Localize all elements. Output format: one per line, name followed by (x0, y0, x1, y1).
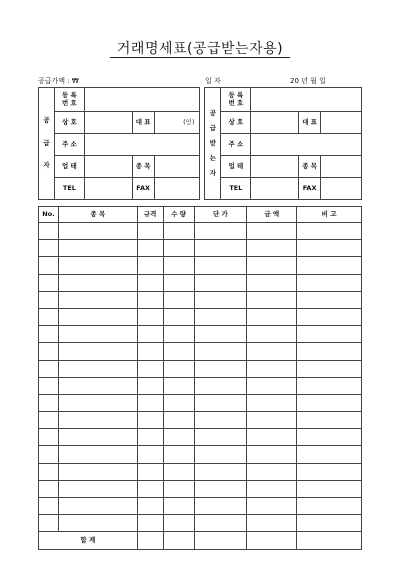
item-spec-cell[interactable] (137, 446, 163, 463)
item-amount-cell[interactable] (247, 326, 297, 343)
supplier-business-type-field[interactable] (84, 156, 132, 178)
item-spec-cell[interactable] (137, 257, 163, 274)
total-spec-cell[interactable] (137, 532, 163, 549)
supply-amount-label: 공급가액 : ₩ (38, 77, 79, 85)
item-spec-cell[interactable] (137, 223, 163, 240)
item-amount-cell[interactable] (247, 223, 297, 240)
date-label: 일 자 (205, 77, 221, 85)
item-amount-cell[interactable] (247, 498, 297, 515)
table-row (39, 343, 362, 360)
table-row (39, 257, 362, 274)
title-underline (110, 57, 290, 58)
item-qty-cell[interactable] (163, 377, 194, 394)
total-row (39, 532, 362, 549)
receiver-tel-label: TEL (221, 178, 251, 200)
item-no-cell[interactable] (39, 326, 59, 343)
item-amount-cell[interactable] (247, 515, 297, 532)
item-remarks-cell[interactable] (297, 291, 362, 308)
item-name-cell[interactable] (58, 463, 137, 480)
item-remarks-cell[interactable] (297, 257, 362, 274)
col-remarks-header: 비 고 (297, 207, 362, 223)
col-spec-header: 규격 (137, 207, 163, 223)
item-spec-cell[interactable] (137, 377, 163, 394)
table-row (39, 429, 362, 446)
item-name-cell[interactable] (58, 394, 137, 411)
item-no-cell[interactable] (39, 257, 59, 274)
item-name-cell[interactable] (58, 257, 137, 274)
item-amount-cell[interactable] (247, 240, 297, 257)
item-qty-cell[interactable] (163, 308, 194, 325)
item-remarks-cell[interactable] (297, 515, 362, 532)
supplier-seal-label: (인) (154, 112, 199, 134)
item-name-cell[interactable] (58, 223, 137, 240)
item-remarks-cell[interactable] (297, 223, 362, 240)
supplier-tel-label: TEL (54, 178, 84, 200)
item-amount-cell[interactable] (247, 429, 297, 446)
item-unit-price-cell[interactable] (194, 223, 247, 240)
item-qty-cell[interactable] (163, 343, 194, 360)
receiver-rep-field[interactable] (321, 112, 362, 134)
item-no-cell[interactable] (39, 429, 59, 446)
table-row (39, 291, 362, 308)
item-name-cell[interactable] (58, 498, 137, 515)
item-spec-cell[interactable] (137, 240, 163, 257)
table-row (39, 394, 362, 411)
table-row (39, 446, 362, 463)
receiver-reg-no-label: 등 록 번 호 (221, 88, 251, 112)
item-unit-price-cell[interactable] (194, 515, 247, 532)
item-remarks-cell[interactable] (297, 412, 362, 429)
item-spec-cell[interactable] (137, 291, 163, 308)
receiver-business-type-label: 업 태 (221, 156, 251, 178)
item-qty-cell[interactable] (163, 360, 194, 377)
item-unit-price-cell[interactable] (194, 412, 247, 429)
item-amount-cell[interactable] (247, 463, 297, 480)
item-no-cell[interactable] (39, 412, 59, 429)
date-format: 20 년 월 일 (290, 77, 326, 85)
item-remarks-cell[interactable] (297, 343, 362, 360)
item-amount-cell[interactable] (247, 360, 297, 377)
supplier-reg-no-field[interactable] (84, 88, 199, 112)
item-amount-cell[interactable] (247, 257, 297, 274)
items-table (38, 206, 362, 550)
item-no-cell[interactable] (39, 394, 59, 411)
item-remarks-cell[interactable] (297, 394, 362, 411)
supplier-company-field[interactable] (84, 112, 132, 134)
item-no-cell[interactable] (39, 274, 59, 291)
item-qty-cell[interactable] (163, 274, 194, 291)
table-row (39, 463, 362, 480)
total-unit-price-cell[interactable] (194, 532, 247, 549)
item-amount-cell[interactable] (247, 377, 297, 394)
item-no-cell[interactable] (39, 480, 59, 497)
receiver-reg-no-field[interactable] (251, 88, 362, 112)
items-header-row (39, 207, 362, 223)
item-remarks-cell[interactable] (297, 498, 362, 515)
item-amount-cell[interactable] (247, 412, 297, 429)
item-name-cell[interactable] (58, 412, 137, 429)
item-name-cell[interactable] (58, 446, 137, 463)
item-remarks-cell[interactable] (297, 308, 362, 325)
item-remarks-cell[interactable] (297, 360, 362, 377)
col-qty-header: 수 량 (163, 207, 194, 223)
item-qty-cell[interactable] (163, 394, 194, 411)
col-item-header: 종 목 (58, 207, 137, 223)
receiver-fax-field[interactable] (321, 178, 362, 200)
item-remarks-cell[interactable] (297, 480, 362, 497)
total-qty-cell[interactable] (163, 532, 194, 549)
supplier-tel-field[interactable] (84, 178, 132, 200)
item-amount-cell[interactable] (247, 308, 297, 325)
item-qty-cell[interactable] (163, 326, 194, 343)
item-no-cell[interactable] (39, 515, 59, 532)
document-title: 거래명세표(공급받는자용) (116, 41, 284, 57)
receiver-company-field[interactable] (251, 112, 299, 134)
item-amount-cell[interactable] (247, 274, 297, 291)
item-unit-price-cell[interactable] (194, 377, 247, 394)
table-row (39, 498, 362, 515)
item-remarks-cell[interactable] (297, 429, 362, 446)
col-amount-header: 금 액 (247, 207, 297, 223)
supplier-rep-label: 대 표 (132, 112, 154, 134)
supplier-business-item-label: 종 목 (132, 156, 154, 178)
item-name-cell[interactable] (58, 308, 137, 325)
item-unit-price-cell[interactable] (194, 343, 247, 360)
supplier-company-label: 상 호 (54, 112, 84, 134)
item-amount-cell[interactable] (247, 394, 297, 411)
table-row (39, 326, 362, 343)
supplier-reg-no-label: 등 록 번 호 (54, 88, 84, 112)
table-row (39, 360, 362, 377)
supplier-business-item-field[interactable] (154, 156, 199, 178)
item-remarks-cell[interactable] (297, 446, 362, 463)
item-spec-cell[interactable] (137, 515, 163, 532)
supplier-fax-label: FAX (132, 178, 154, 200)
item-spec-cell[interactable] (137, 360, 163, 377)
receiver-rep-label: 대 표 (299, 112, 321, 134)
item-spec-cell[interactable] (137, 463, 163, 480)
table-row (39, 412, 362, 429)
item-spec-cell[interactable] (137, 480, 163, 497)
item-name-cell[interactable] (58, 343, 137, 360)
item-no-cell[interactable] (39, 498, 59, 515)
item-name-cell[interactable] (58, 326, 137, 343)
total-amount-cell[interactable] (247, 532, 297, 549)
item-no-cell[interactable] (39, 463, 59, 480)
parties-table (38, 87, 362, 200)
item-no-cell[interactable] (39, 291, 59, 308)
item-spec-cell[interactable] (137, 429, 163, 446)
col-unit-price-header: 단 가 (194, 207, 247, 223)
item-unit-price-cell[interactable] (194, 498, 247, 515)
item-remarks-cell[interactable] (297, 274, 362, 291)
item-remarks-cell[interactable] (297, 463, 362, 480)
receiver-business-item-label: 종 목 (299, 156, 321, 178)
item-amount-cell[interactable] (247, 343, 297, 360)
table-row (39, 377, 362, 394)
receiver-side-label: 공 급 받 는 자 (205, 88, 221, 200)
item-unit-price-cell[interactable] (194, 308, 247, 325)
item-amount-cell[interactable] (247, 446, 297, 463)
item-qty-cell[interactable] (163, 429, 194, 446)
item-unit-price-cell[interactable] (194, 257, 247, 274)
table-row (39, 274, 362, 291)
receiver-business-type-field[interactable] (251, 156, 299, 178)
item-qty-cell[interactable] (163, 515, 194, 532)
supplier-address-field[interactable] (84, 134, 199, 156)
item-remarks-cell[interactable] (297, 240, 362, 257)
item-name-cell[interactable] (58, 240, 137, 257)
supplier-fax-field[interactable] (154, 178, 199, 200)
item-qty-cell[interactable] (163, 446, 194, 463)
item-no-cell[interactable] (39, 308, 59, 325)
item-spec-cell[interactable] (137, 412, 163, 429)
item-unit-price-cell[interactable] (194, 360, 247, 377)
item-unit-price-cell[interactable] (194, 429, 247, 446)
table-row (39, 240, 362, 257)
item-unit-price-cell[interactable] (194, 240, 247, 257)
item-name-cell[interactable] (58, 360, 137, 377)
item-qty-cell[interactable] (163, 498, 194, 515)
table-row (39, 223, 362, 240)
table-row (39, 515, 362, 532)
item-qty-cell[interactable] (163, 291, 194, 308)
receiver-company-label: 상 호 (221, 112, 251, 134)
item-spec-cell[interactable] (137, 394, 163, 411)
item-spec-cell[interactable] (137, 326, 163, 343)
item-qty-cell[interactable] (163, 223, 194, 240)
item-name-cell[interactable] (58, 274, 137, 291)
receiver-address-field[interactable] (251, 134, 362, 156)
item-name-cell[interactable] (58, 377, 137, 394)
item-no-cell[interactable] (39, 240, 59, 257)
item-spec-cell[interactable] (137, 343, 163, 360)
item-remarks-cell[interactable] (297, 377, 362, 394)
item-unit-price-cell[interactable] (194, 394, 247, 411)
item-no-cell[interactable] (39, 377, 59, 394)
item-unit-price-cell[interactable] (194, 446, 247, 463)
item-qty-cell[interactable] (163, 240, 194, 257)
receiver-business-item-field[interactable] (321, 156, 362, 178)
item-no-cell[interactable] (39, 446, 59, 463)
item-name-cell[interactable] (58, 429, 137, 446)
item-unit-price-cell[interactable] (194, 480, 247, 497)
item-qty-cell[interactable] (163, 412, 194, 429)
item-amount-cell[interactable] (247, 291, 297, 308)
table-row (39, 308, 362, 325)
col-no-header: No. (39, 207, 59, 223)
receiver-fax-label: FAX (299, 178, 321, 200)
item-spec-cell[interactable] (137, 274, 163, 291)
supplier-address-label: 주 소 (54, 134, 84, 156)
item-name-cell[interactable] (58, 515, 137, 532)
item-remarks-cell[interactable] (297, 326, 362, 343)
receiver-address-label: 주 소 (221, 134, 251, 156)
item-no-cell[interactable] (39, 360, 59, 377)
receiver-tel-field[interactable] (251, 178, 299, 200)
item-name-cell[interactable] (58, 480, 137, 497)
supplier-side-label: 공 급 자 (39, 88, 55, 200)
item-amount-cell[interactable] (247, 480, 297, 497)
item-spec-cell[interactable] (137, 498, 163, 515)
item-no-cell[interactable] (39, 223, 59, 240)
item-qty-cell[interactable] (163, 463, 194, 480)
item-unit-price-cell[interactable] (194, 291, 247, 308)
item-spec-cell[interactable] (137, 308, 163, 325)
item-unit-price-cell[interactable] (194, 326, 247, 343)
supplier-business-type-label: 업 태 (54, 156, 84, 178)
item-unit-price-cell[interactable] (194, 463, 247, 480)
table-row (39, 480, 362, 497)
item-unit-price-cell[interactable] (194, 274, 247, 291)
item-no-cell[interactable] (39, 343, 59, 360)
total-remarks-cell[interactable] (297, 532, 362, 549)
item-qty-cell[interactable] (163, 257, 194, 274)
item-name-cell[interactable] (58, 291, 137, 308)
item-qty-cell[interactable] (163, 480, 194, 497)
total-label: 합 계 (39, 532, 138, 549)
